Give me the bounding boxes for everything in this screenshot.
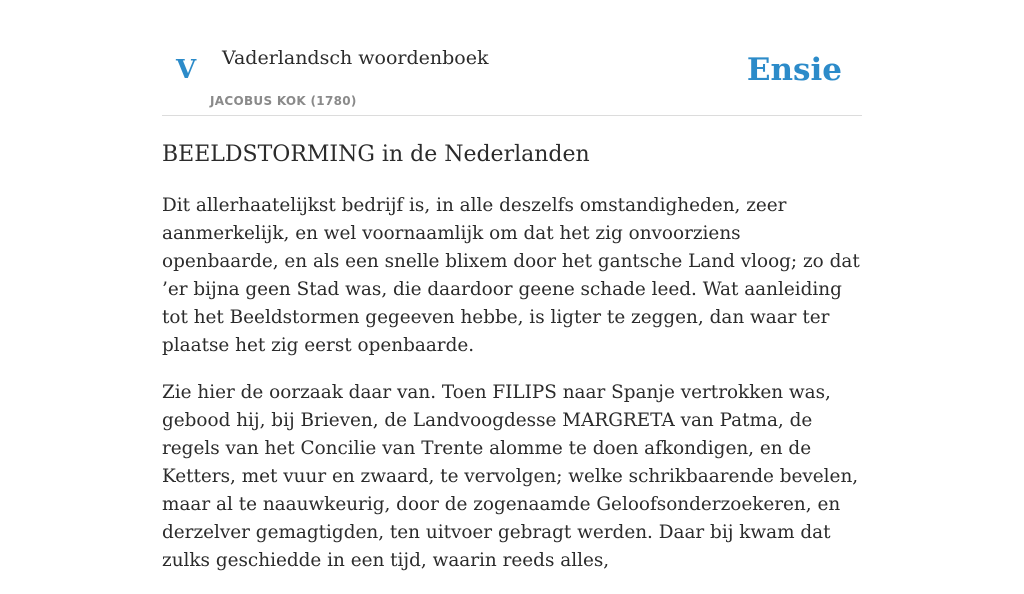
book-letter-badge[interactable]: V xyxy=(176,55,197,85)
entry-paragraph: Dit allerhaatelijkst bedrijf is, in alle deszelfs omstandigheden, zeer aanmerkelijk, en wel voornaamlijk om dat het zig onvoorziens openbaarde, en als een snelle blixem door het gantsche Land vloog; zo dat ’er bijna geen Stad was, die daardoor geene schade leed. Wat aanleiding tot het Beeldstormen gegeeven hebbe, is ligter te zeggen, dan waar ter plaatse het zig eerst openbaarde. xyxy=(162,195,860,356)
entry-title: BEELDSTORMING in de Nederlanden xyxy=(162,142,590,167)
entry-body xyxy=(162,192,862,594)
brand-logo-link[interactable]: Ensie xyxy=(746,52,842,88)
book-author: JACOBUS KOK (1780) xyxy=(210,94,357,108)
entry-paragraph: Zie hier de oorzaak daar van. Toen FILIPS naar Spanje vertrokken was, gebood hij, bij Brieven, de Landvoogdesse MARGRETA van Patma, de regels van het Concilie van Trente alomme te doen afkondigen, en de Ketters, met vuur en zwaard, te vervolgen; welke schrikbaarende bevelen, maar al te naauwkeurig, door de zogenaamde Geloofsonderzoekeren, en derzelver gemagtigden, ten uitvoer gebragt werden. Daar bij kwam dat zulks geschiedde in een tijd, waarin reeds alles, xyxy=(162,382,859,571)
page xyxy=(162,0,862,571)
book-title-link[interactable]: Vaderlandsch woordenboek xyxy=(222,47,489,69)
site-header xyxy=(162,0,862,116)
